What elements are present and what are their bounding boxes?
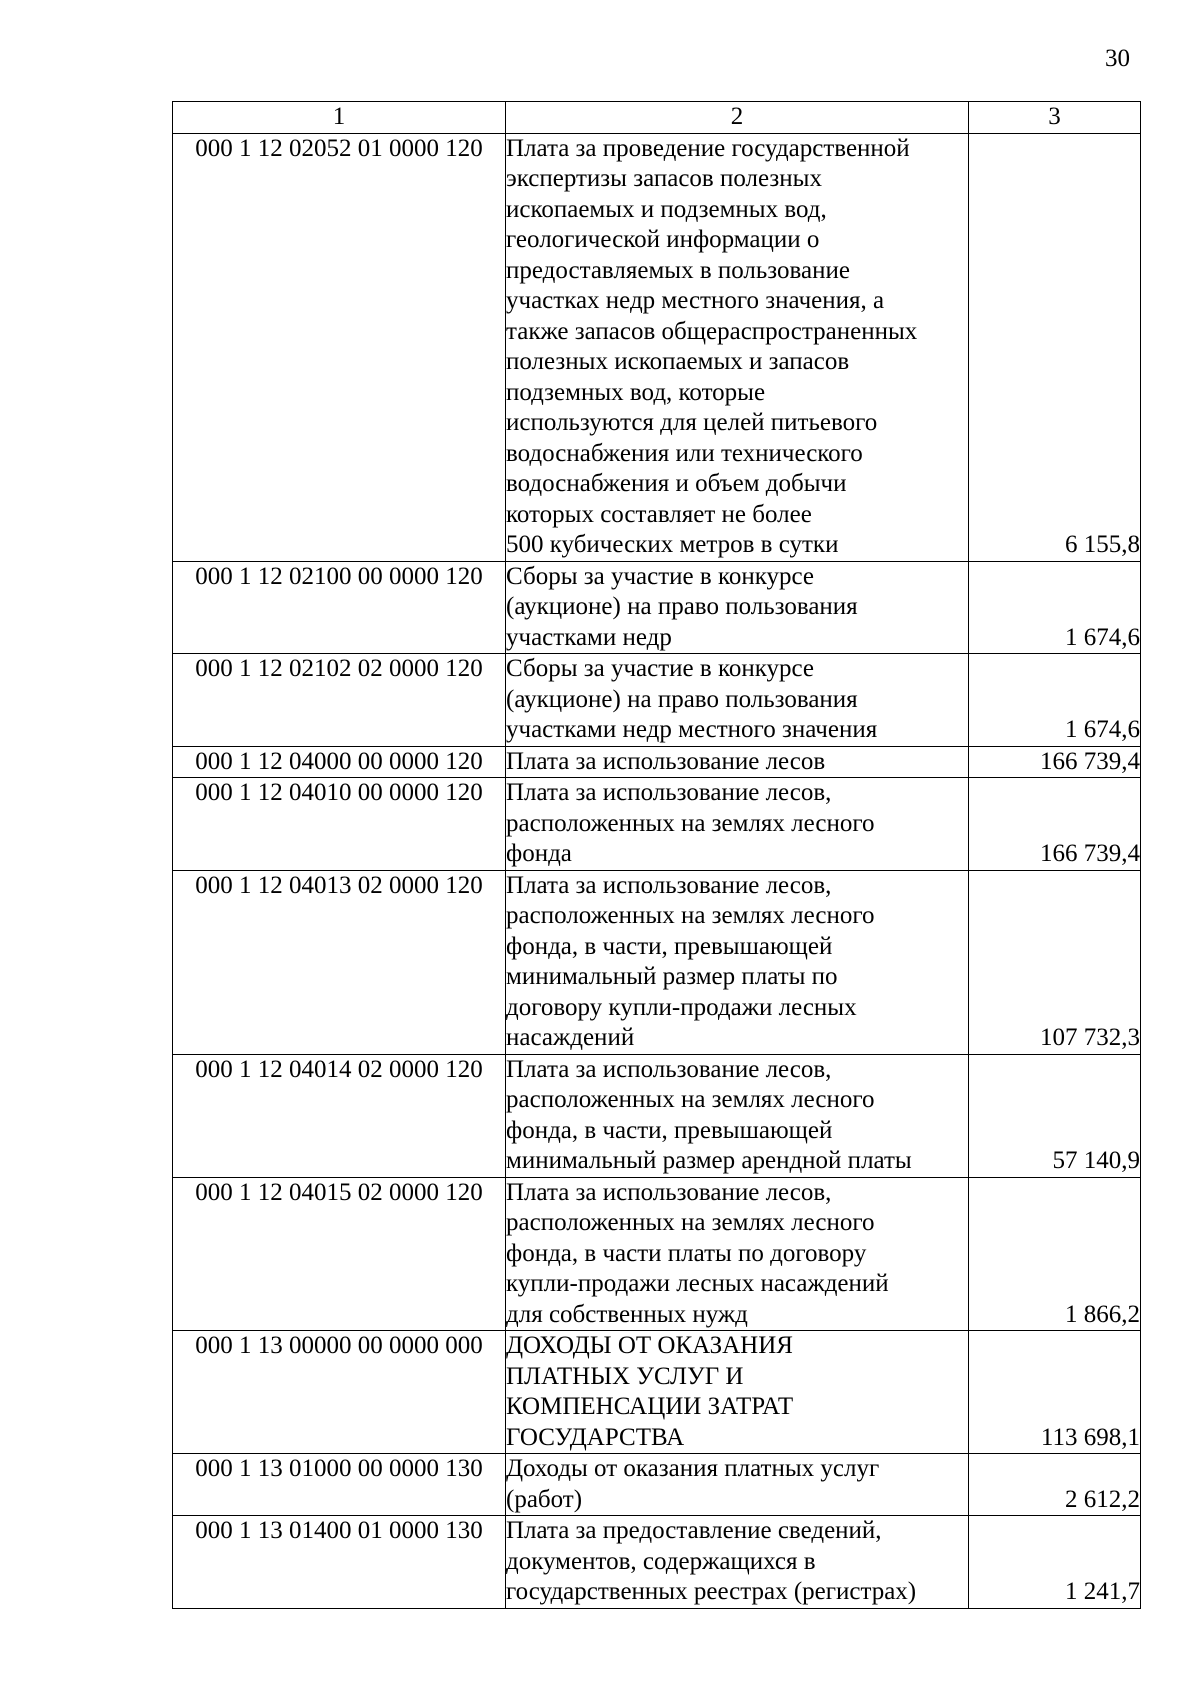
row-name: Плата за использование лесов, расположенных на землях лесного фонда, в части платы по договору купли-продажи лесных насаждений для собственных нужд — [506, 1177, 969, 1331]
column-header-name: 2 — [506, 102, 969, 134]
row-code: 000 1 12 02102 02 0000 120 — [173, 654, 506, 747]
table-row — [173, 654, 1141, 747]
row-amount: 57 140,9 — [969, 1054, 1141, 1177]
row-code: 000 1 12 02100 00 0000 120 — [173, 561, 506, 654]
table-row — [173, 870, 1141, 1054]
revenue-table — [172, 101, 1141, 1609]
table-body — [173, 133, 1141, 1608]
row-code: 000 1 12 04015 02 0000 120 — [173, 1177, 506, 1331]
row-amount: 2 612,2 — [969, 1454, 1141, 1516]
row-code: 000 1 12 02052 01 0000 120 — [173, 133, 506, 561]
row-code: 000 1 12 04014 02 0000 120 — [173, 1054, 506, 1177]
row-name: ДОХОДЫ ОТ ОКАЗАНИЯ ПЛАТНЫХ УСЛУГ И КОМПЕНСАЦИИ ЗАТРАТ ГОСУДАРСТВА — [506, 1331, 969, 1454]
column-header-amount: 3 — [969, 102, 1141, 134]
row-name: Плата за использование лесов, расположенных на землях лесного фонда, в части, превышающей минимальный размер платы по договору купли-продажи лесных насаждений — [506, 870, 969, 1054]
row-code: 000 1 13 01000 00 0000 130 — [173, 1454, 506, 1516]
row-name: Сборы за участие в конкурсе (аукционе) на право пользования участками недр местного значения — [506, 654, 969, 747]
table-row — [173, 133, 1141, 561]
row-amount: 166 739,4 — [969, 746, 1141, 778]
row-name: Плата за проведение государственной экспертизы запасов полезных ископаемых и подземных вод, геологической информации о предоставляемых в пользование участках недр местного значения, а также запасов общераспространенных полезных ископаемых и запасов подземных вод, которые используются для целей питьевого водоснабжения или технического водоснабжения и объем добычи которых составляет не более 500 кубических метров в сутки — [506, 133, 969, 561]
row-code: 000 1 13 00000 00 0000 000 — [173, 1331, 506, 1454]
row-code: 000 1 13 01400 01 0000 130 — [173, 1516, 506, 1609]
row-amount: 107 732,3 — [969, 870, 1141, 1054]
table-header-row — [173, 102, 1141, 134]
page-number: 30 — [1105, 45, 1130, 72]
row-amount: 6 155,8 — [969, 133, 1141, 561]
table-row — [173, 1454, 1141, 1516]
row-amount: 1 241,7 — [969, 1516, 1141, 1609]
table-row — [173, 561, 1141, 654]
row-code: 000 1 12 04013 02 0000 120 — [173, 870, 506, 1054]
row-amount: 113 698,1 — [969, 1331, 1141, 1454]
row-name: Плата за использование лесов — [506, 746, 969, 778]
row-name: Доходы от оказания платных услуг (работ) — [506, 1454, 969, 1516]
table-row — [173, 1331, 1141, 1454]
row-name: Плата за предоставление сведений, документов, содержащихся в государственных реестрах (регистрах) — [506, 1516, 969, 1609]
table-row — [173, 1516, 1141, 1609]
row-name: Сборы за участие в конкурсе (аукционе) на право пользования участками недр — [506, 561, 969, 654]
table-row — [173, 778, 1141, 871]
table-row — [173, 746, 1141, 778]
row-amount: 1 674,6 — [969, 561, 1141, 654]
row-amount: 1 674,6 — [969, 654, 1141, 747]
row-amount: 166 739,4 — [969, 778, 1141, 871]
row-name: Плата за использование лесов, расположенных на землях лесного фонда, в части, превышающей минимальный размер арендной платы — [506, 1054, 969, 1177]
row-name: Плата за использование лесов, расположенных на землях лесного фонда — [506, 778, 969, 871]
row-code: 000 1 12 04000 00 0000 120 — [173, 746, 506, 778]
column-header-code: 1 — [173, 102, 506, 134]
table-header — [173, 102, 1141, 134]
row-code: 000 1 12 04010 00 0000 120 — [173, 778, 506, 871]
table-row — [173, 1177, 1141, 1331]
row-amount: 1 866,2 — [969, 1177, 1141, 1331]
table-row — [173, 1054, 1141, 1177]
